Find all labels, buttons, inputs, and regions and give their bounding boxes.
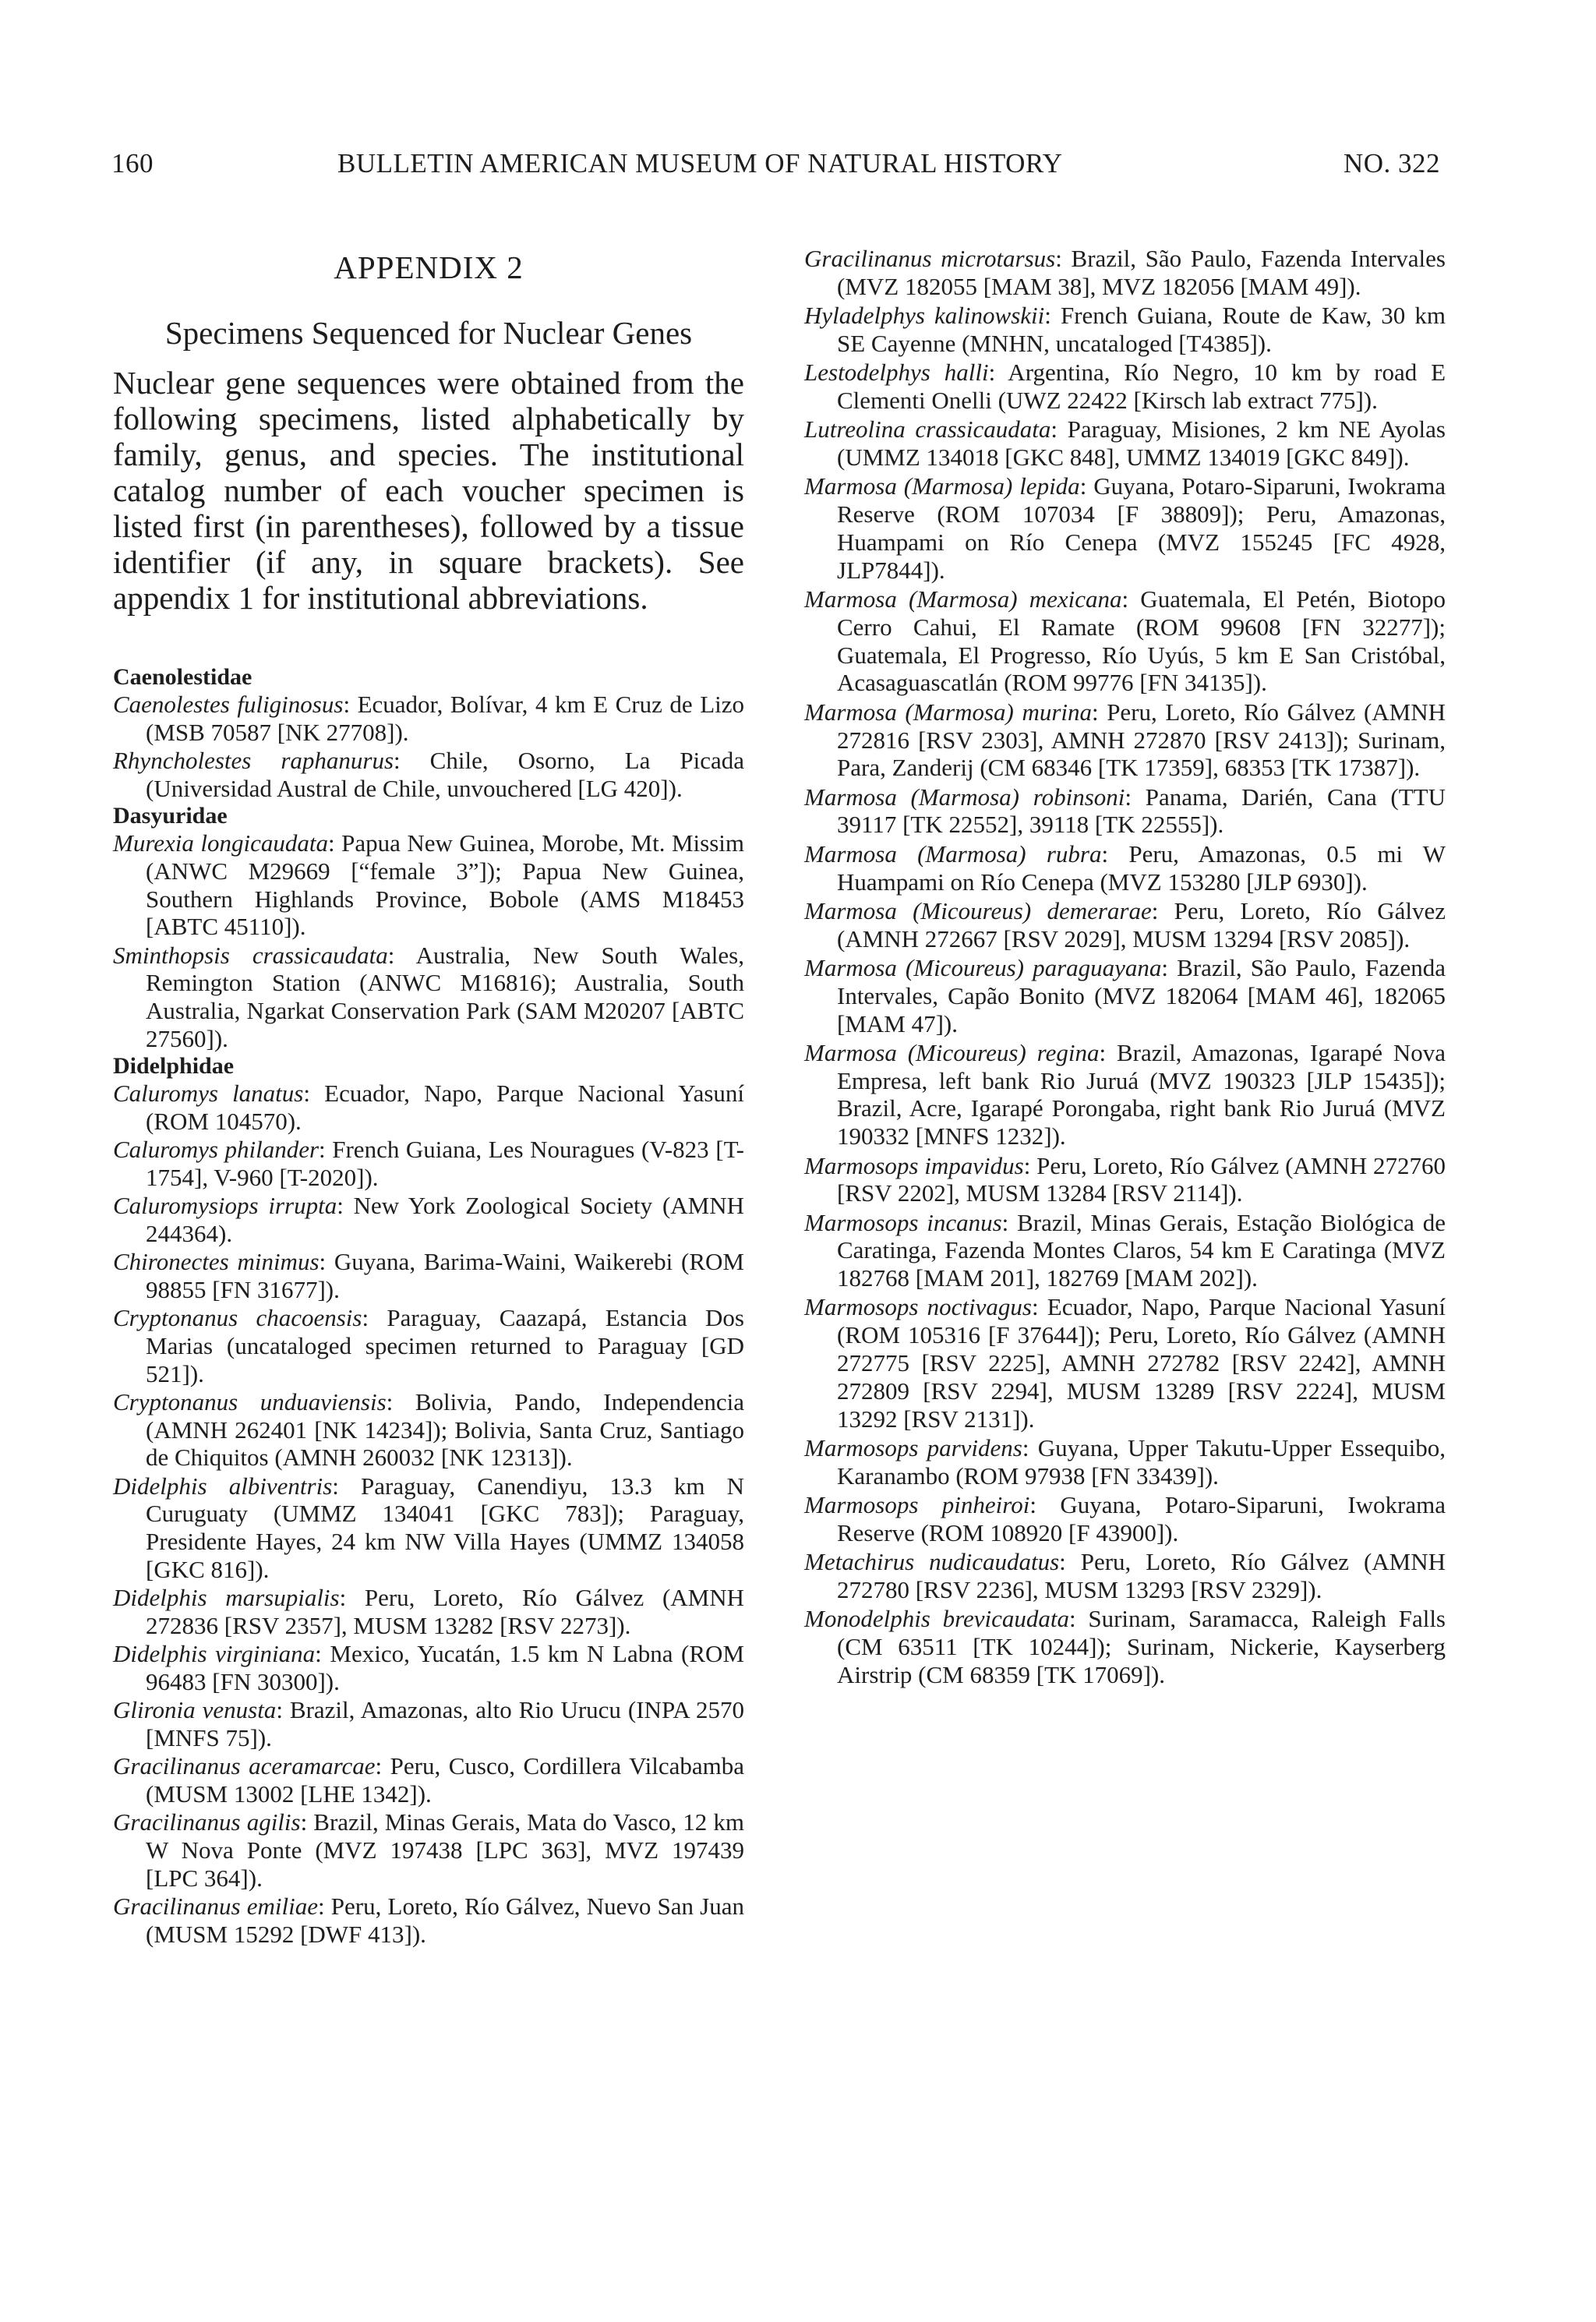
specimen-entry bbox=[113, 691, 744, 747]
species-name: Gracilinanus emiliae bbox=[113, 1892, 319, 1920]
specimen-entry bbox=[804, 1209, 1446, 1292]
specimen-entry bbox=[113, 1192, 744, 1248]
issue-number: NO. 322 bbox=[1343, 148, 1440, 178]
specimen-details: : Peru, Amazonas, 0.5 mi W Huampami on Río Cenepa (MVZ 153280 [JLP 6930]). bbox=[837, 839, 1446, 896]
specimen-details: : Peru, Loreto, Río Gálvez (AMNH 272667 [RSV 2029], MUSM 13294 [RSV 2085]). bbox=[837, 896, 1446, 952]
specimen-entry bbox=[113, 747, 744, 803]
specimen-entry bbox=[804, 245, 1446, 301]
species-name: Didelphis marsupialis bbox=[113, 1584, 340, 1612]
specimen-entry bbox=[113, 1893, 744, 1949]
specimen-details: : Peru, Loreto, Río Gálvez (AMNH 272760 [RSV 2202], MUSM 13284 [RSV 2114]). bbox=[837, 1151, 1446, 1207]
specimen-entry bbox=[113, 1248, 744, 1304]
species-name: Cryptonanus chacoensis bbox=[113, 1304, 362, 1332]
specimen-details: : Brazil, Amazonas, alto Rio Urucu (INPA 2570 [MNFS 75]). bbox=[146, 1696, 744, 1751]
specimen-details: : Peru, Cusco, Cordillera Vilcabamba (MUSM 13002 [LHE 1342]). bbox=[146, 1752, 745, 1808]
specimen-details: : French Guiana, Les Nouragues (V-823 [T-1754], V-960 [T-2020]). bbox=[146, 1136, 744, 1191]
specimen-entry bbox=[804, 585, 1446, 697]
specimen-entry bbox=[113, 1696, 744, 1752]
specimen-details: : Peru, Loreto, Río Gálvez (AMNH 272816 [RSV 2303], AMNH 272870 [RSV 2413]); Surinam, Para, Zanderij (CM 68346 [TK 17359], 68353 [TK 17387]). bbox=[837, 698, 1446, 782]
species-name: Rhyncholestes raphanurus bbox=[113, 746, 394, 774]
species-name: Glironia venusta bbox=[113, 1696, 277, 1724]
specimen-entry bbox=[804, 1152, 1446, 1208]
species-name: Caluromys lanatus bbox=[113, 1080, 304, 1108]
specimen-details: : Ecuador, Napo, Parque Nacional Yasuní (ROM 105316 [F 37644]); Peru, Loreto, Río Gálvez (AMNH 272775 [RSV 2225], AMNH 272782 [RSV 2242], AMNH 272809 [RSV 2294], MUSM 13289 [RSV 2224], MUSM 13292 [RSV 2131]). bbox=[837, 1293, 1446, 1433]
specimen-details: : Brazil, Minas Gerais, Mata do Vasco, 12 km W Nova Ponte (MVZ 197438 [LPC 363], MVZ 197439 [LPC 364]). bbox=[146, 1808, 744, 1892]
species-name: Metachirus nudicaudatus bbox=[804, 1548, 1060, 1576]
specimen-details: : Ecuador, Bolívar, 4 km E Cruz de Lizo (MSB 70587 [NK 27708]). bbox=[146, 691, 744, 746]
specimen-entry bbox=[113, 1640, 744, 1696]
specimen-entry bbox=[113, 1584, 744, 1640]
specimen-entry bbox=[113, 1808, 744, 1892]
page-number: 160 bbox=[111, 148, 154, 178]
species-name: Didelphis virginiana bbox=[113, 1640, 316, 1668]
specimen-entry bbox=[113, 1080, 744, 1136]
specimen-details: : Ecuador, Napo, Parque Nacional Yasuní (ROM 104570). bbox=[146, 1080, 745, 1135]
specimen-entry bbox=[804, 698, 1446, 782]
specimen-entry bbox=[113, 1304, 744, 1387]
specimen-entry bbox=[804, 472, 1446, 584]
species-name: Monodelphis brevicaudata bbox=[804, 1605, 1070, 1633]
species-name: Marmosa (Marmosa) murina bbox=[804, 698, 1093, 726]
species-name: Marmosops noctivagus bbox=[804, 1293, 1032, 1321]
specimen-entry bbox=[804, 1491, 1446, 1547]
species-name: Marmosa (Micoureus) demerarae bbox=[804, 896, 1152, 924]
specimen-details: : Guyana, Barima-Waini, Waikerebi (ROM 98855 [FN 31677]). bbox=[146, 1248, 744, 1303]
species-name: Marmosops parvidens bbox=[804, 1433, 1022, 1461]
specimen-details: : Brazil, São Paulo, Fazenda Intervales (MVZ 182055 [MAM 38], MVZ 182056 [MAM 49]). bbox=[837, 245, 1446, 300]
specimen-entry bbox=[113, 1388, 744, 1472]
species-name: Marmosa (Marmosa) lepida bbox=[804, 472, 1080, 500]
specimen-entry bbox=[804, 1605, 1446, 1688]
species-name: Marmosa (Micoureus) regina bbox=[804, 1038, 1100, 1066]
specimen-entry bbox=[804, 840, 1446, 896]
specimen-entry bbox=[804, 1039, 1446, 1150]
running-head bbox=[111, 148, 1440, 187]
specimen-details: : Mexico, Yucatán, 1.5 km N Labna (ROM 96483 [FN 30300]). bbox=[146, 1640, 745, 1695]
specimen-details: : Guyana, Potaro-Siparuni, Iwokrama Reserve (ROM 107034 [F 38809]); Peru, Amazonas, Huampami on Río Cenepa (MVZ 155245 [FC 4928, JLP7844]). bbox=[837, 472, 1446, 584]
species-name: Marmosops incanus bbox=[804, 1208, 1002, 1236]
specimen-entry bbox=[804, 897, 1446, 953]
journal-title: BULLETIN AMERICAN MUSEUM OF NATURAL HISTORY bbox=[337, 148, 1063, 178]
specimen-entry bbox=[113, 1136, 744, 1192]
species-name: Gracilinanus agilis bbox=[113, 1808, 301, 1836]
species-name: Caluromysiops irrupta bbox=[113, 1192, 337, 1220]
specimen-entry bbox=[804, 302, 1446, 358]
specimen-details: : Peru, Loreto, Río Gálvez (AMNH 272780 [RSV 2236], MUSM 13293 [RSV 2329]). bbox=[837, 1548, 1446, 1603]
species-name: Lutreolina crassicaudata bbox=[804, 415, 1051, 444]
species-name: Marmosa (Marmosa) rubra bbox=[804, 839, 1102, 868]
specimen-details: : Brazil, Minas Gerais, Estação Biológica de Caratinga, Fazenda Montes Claros, 54 km E Caratinga (MVZ 182768 [MAM 201], 182769 [MAM 202]). bbox=[837, 1208, 1446, 1292]
family-heading: Caenolestidae bbox=[113, 664, 252, 690]
specimen-details: : Paraguay, Canendiyu, 13.3 km N Curuguaty (UMMZ 134041 [GKC 783]); Paraguay, Presidente Hayes, 24 km NW Villa Hayes (UMMZ 134058 [GKC 816]). bbox=[146, 1472, 744, 1584]
species-name: Caluromys philander bbox=[113, 1136, 320, 1164]
species-name: Lestodelphys halli bbox=[804, 359, 989, 387]
specimen-details: : Paraguay, Caazapá, Estancia Dos Marias (uncataloged specimen returned to Paraguay [GD 521]). bbox=[146, 1304, 744, 1387]
specimen-details: : Bolivia, Pando, Independencia (AMNH 262401 [NK 14234]); Bolivia, Santa Cruz, Santiago de Chiquitos (AMNH 260032 [NK 12313]). bbox=[146, 1387, 744, 1472]
species-name: Caenolestes fuliginosus bbox=[113, 691, 344, 718]
specimen-details: : Guyana, Upper Takutu-Upper Essequibo, Karanambo (ROM 97938 [FN 33439]). bbox=[837, 1433, 1446, 1490]
species-name: Marmosa (Marmosa) mexicana bbox=[804, 585, 1122, 613]
appendix-subtitle: Specimens Sequenced for Nuclear Genes bbox=[164, 315, 693, 351]
specimen-entry bbox=[113, 1752, 744, 1808]
specimen-details: : Argentina, Río Negro, 10 km by road E Clementi Onelli (UWZ 22422 [Kirsch lab extract 775]). bbox=[837, 359, 1446, 414]
specimen-details: : Paraguay, Misiones, 2 km NE Ayolas (UMMZ 134018 [GKC 848], UMMZ 134019 [GKC 849]). bbox=[837, 415, 1446, 472]
species-name: Marmosops impavidus bbox=[804, 1151, 1024, 1179]
species-name: Sminthopsis crassicaudata bbox=[113, 941, 388, 969]
specimen-entry bbox=[804, 415, 1446, 472]
specimen-details: : Australia, New South Wales, Remington Station (ANWC M16816); Australia, South Australia, Ngarkat Conservation Park (SAM M20207 [ABTC 27560]). bbox=[146, 941, 744, 1052]
appendix-title: APPENDIX 2 bbox=[334, 249, 524, 285]
specimen-details: : Guatemala, El Petén, Biotopo Cerro Cahui, El Ramate (ROM 99608 [FN 32277]); Guatemala, El Progresso, Río Uyús, 5 km E San Cristóbal, Acasaguascatlán (ROM 99776 [FN 34135]). bbox=[837, 585, 1446, 697]
specimen-entry bbox=[804, 1293, 1446, 1433]
specimen-entry bbox=[113, 829, 744, 941]
specimen-entry bbox=[804, 954, 1446, 1037]
species-name: Gracilinanus aceramarcae bbox=[113, 1752, 376, 1780]
specimen-details: : New York Zoological Society (AMNH 244364). bbox=[146, 1192, 744, 1247]
species-name: Murexia longicaudata bbox=[113, 829, 328, 857]
species-name: Marmosa (Micoureus) paraguayana bbox=[804, 953, 1162, 981]
specimen-details: : Peru, Loreto, Río Gálvez (AMNH 272836 [RSV 2357], MUSM 13282 [RSV 2273]). bbox=[146, 1584, 744, 1639]
specimen-details: : Papua New Guinea, Morobe, Mt. Missim (ANWC M29669 [“female 3”]); Papua New Guinea, Southern Highlands Province, Bobole (AMS M18453 [ABTC 45110]). bbox=[146, 829, 744, 941]
species-name: Hyladelphys kalinowskii bbox=[804, 302, 1045, 330]
family-heading: Didelphidae bbox=[113, 1053, 235, 1080]
specimen-entry bbox=[804, 1434, 1446, 1490]
specimen-entry bbox=[804, 783, 1446, 839]
specimen-entry bbox=[113, 942, 744, 1053]
species-name: Gracilinanus microtarsus bbox=[804, 245, 1056, 272]
specimen-entry bbox=[113, 1472, 744, 1584]
left-column bbox=[113, 243, 744, 1949]
family-heading: Dasyuridae bbox=[113, 802, 228, 829]
right-column bbox=[804, 245, 1446, 1690]
specimen-details: : Peru, Loreto, Río Gálvez, Nuevo San Juan (MUSM 15292 [DWF 413]). bbox=[146, 1892, 745, 1948]
species-name: Chironectes minimus bbox=[113, 1248, 320, 1276]
specimen-entry bbox=[804, 359, 1446, 415]
specimen-details: : Brazil, Amazonas, Igarapé Nova Empresa, left bank Rio Juruá (MVZ 190323 [JLP 15435]); Brazil, Acre, Igarapé Porongaba, right bank Rio Juruá (MVZ 190332 [MNFS 1232]). bbox=[837, 1038, 1446, 1150]
specimen-entry bbox=[804, 1548, 1446, 1604]
species-name: Marmosops pinheiroi bbox=[804, 1491, 1030, 1519]
specimen-details: : Surinam, Saramacca, Raleigh Falls (CM 63511 [TK 10244]); Surinam, Nickerie, Kayserberg Airstrip (CM 68359 [TK 17069]). bbox=[837, 1605, 1446, 1688]
species-name: Marmosa (Marmosa) robinsoni bbox=[804, 783, 1125, 811]
species-name: Didelphis albiventris bbox=[113, 1472, 333, 1500]
intro-paragraph: Nuclear gene sequences were obtained from the following specimens, listed alphabetically by family, genus, and species. The institutional catalog number of each voucher specimen is listed first (in parentheses), followed by a tissue identifier (if any, in square brackets). See appendix 1 for institutional abbreviations. bbox=[113, 365, 744, 616]
specimen-details: : Brazil, São Paulo, Fazenda Intervales, Capão Bonito (MVZ 182064 [MAM 46], 182065 [MAM 47]). bbox=[837, 953, 1446, 1037]
specimen-details: : Panama, Darién, Cana (TTU 39117 [TK 22552], 39118 [TK 22555]). bbox=[837, 783, 1446, 839]
specimen-details: : Chile, Osorno, La Picada (Universidad Austral de Chile, unvouchered [LG 420]). bbox=[146, 746, 744, 802]
specimen-details: : Guyana, Potaro-Siparuni, Iwokrama Reserve (ROM 108920 [F 43900]). bbox=[837, 1491, 1446, 1546]
specimen-details: : French Guiana, Route de Kaw, 30 km SE Cayenne (MNHN, uncataloged [T4385]). bbox=[837, 302, 1446, 357]
species-name: Cryptonanus unduaviensis bbox=[113, 1387, 387, 1415]
